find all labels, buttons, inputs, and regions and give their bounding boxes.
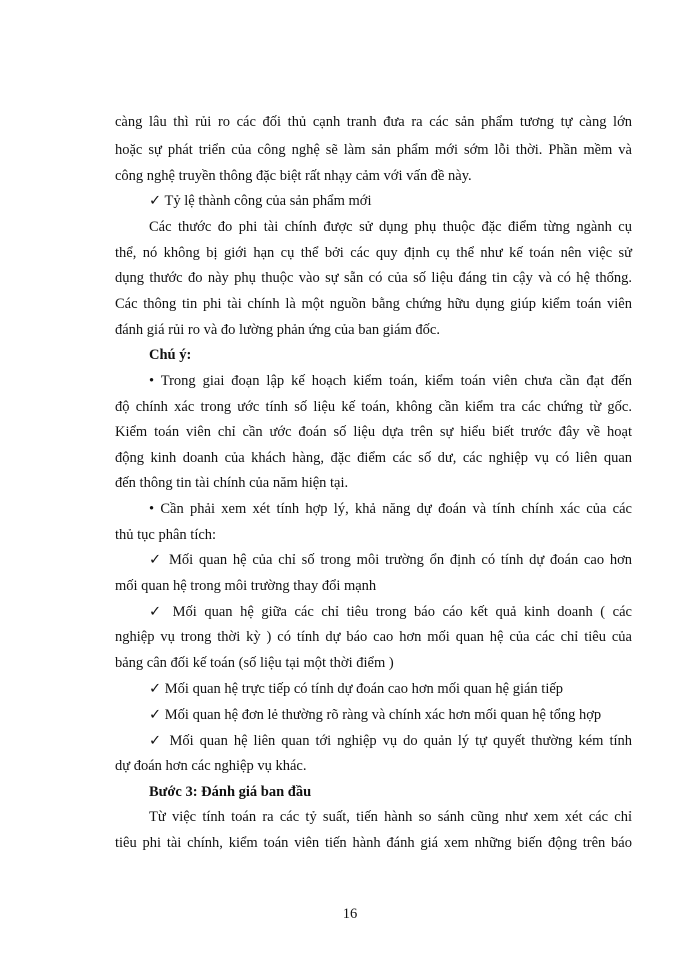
checklist-item: ✓ Mối quan hệ trực tiếp có tính dự đoán cao hơn mối quan hệ gián tiếp (149, 681, 564, 697)
text-line: tiêu phi tài chính, kiểm toán viên tiến hành đánh giá xem những biến động trên báo (115, 835, 632, 851)
bullet-item: • Cần phải xem xét tính hợp lý, khả năng dự đoán và tính chính xác của các (149, 501, 632, 517)
text-line: thủ tục phân tích: (115, 527, 217, 543)
checklist-item: ✓ Mối quan hệ đơn lẻ thường rõ ràng và chính xác hơn mối quan hệ tổng hợp (149, 707, 602, 723)
text-line: bảng cân đối kế toán (số liệu tại một thời điểm ) (115, 655, 394, 671)
text-line: độ chính xác trong ước tính số liệu kế toán, không cần kiểm tra các chứng từ gốc. (115, 399, 632, 415)
text-line: đến thông tin tài chính của năm hiện tại. (115, 475, 349, 491)
text-line: công nghệ truyền thông đặc biệt rất nhạy cảm với vấn đề này. (115, 168, 472, 184)
text-line: Các thước đo phi tài chính được sử dụng phụ thuộc đặc điểm từng ngành cụ (149, 219, 632, 235)
section-heading: Bước 3: Đánh giá ban đầu (149, 784, 312, 800)
text-line: mối quan hệ trong môi trường thay đổi mạnh (115, 578, 377, 594)
text-line: Các thông tin phi tài chính là một nguồn bằng chứng hữu dụng giúp kiểm toán viên (115, 296, 632, 312)
page-number: 16 (342, 906, 358, 922)
text-line: động kinh doanh của khách hàng, đặc điểm các số dư, các nghiệp vụ có liên quan (115, 450, 632, 466)
checklist-item: ✓ Mối quan hệ liên quan tới nghiệp vụ do quản lý tự quyết thường kém tính (149, 733, 632, 749)
checklist-item: ✓ Mối quan hệ giữa các chỉ tiêu trong báo cáo kết quả kinh doanh ( các (149, 604, 632, 620)
text-line: đánh giá rủi ro và đo lường phản ứng của ban giám đốc. (115, 322, 440, 338)
text-line: dự đoán hơn các nghiệp vụ khác. (115, 758, 307, 774)
text-line: hoặc sự phát triển của công nghệ sẽ làm sản phẩm mới sớm lỗi thời. Phần mềm và (115, 142, 632, 158)
text-line: Kiểm toán viên chỉ cần ước đoán số liệu dựa trên sự hiểu biết trước đây về hoạt (115, 424, 632, 440)
note-heading: Chú ý: (149, 347, 192, 363)
text-line: càng lâu thì rủi ro các đối thủ cạnh tranh đưa ra các sản phẩm tương tự càng lớn (115, 114, 632, 130)
text-line: nghiệp vụ trong thời kỳ ) có tính dự báo cao hơn mối quan hệ của các chỉ tiêu của (115, 629, 632, 645)
text-line: thể, nó không bị giới hạn cụ thể bởi các quy định cụ thể như kế toán nên việc sử (115, 245, 632, 261)
bullet-item: • Trong giai đoạn lập kế hoạch kiểm toán, kiểm toán viên chưa cần đạt đến (149, 373, 632, 389)
text-line: dụng thước đo này phụ thuộc vào sự sẵn có của số liệu đáng tin cậy và có hệ thống. (115, 270, 632, 286)
checklist-item: ✓ Tỷ lệ thành công của sản phẩm mới (149, 193, 372, 209)
checklist-item: ✓ Mối quan hệ của chỉ số trong môi trường ổn định có tính dự đoán cao hơn (149, 552, 632, 568)
text-line: Từ việc tính toán ra các tỷ suất, tiến hành so sánh cũng như xem xét các chỉ (149, 809, 632, 825)
